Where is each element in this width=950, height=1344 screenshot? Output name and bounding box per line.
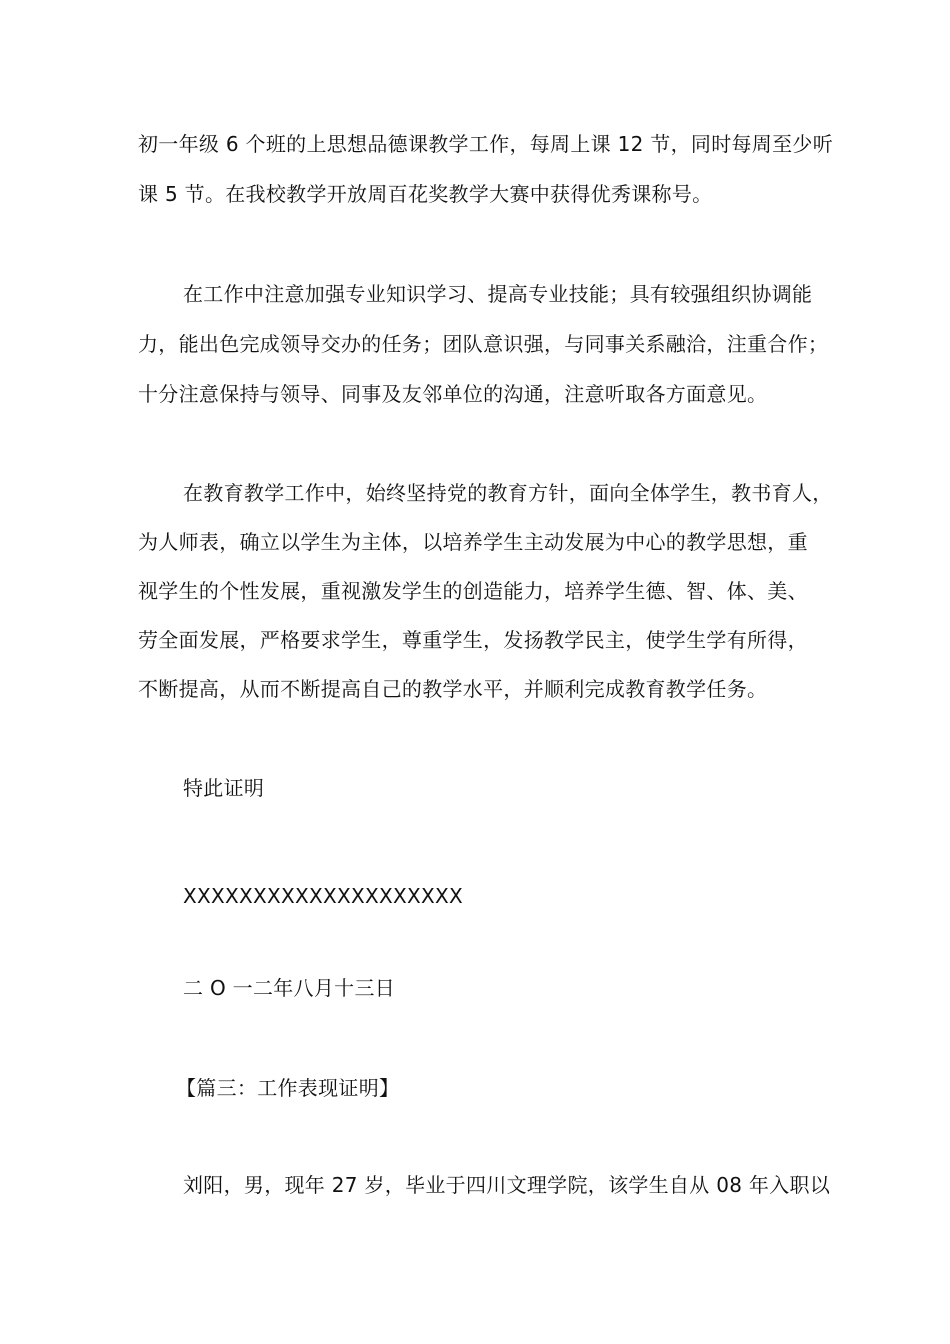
paragraph-2-line-3: 十分注意保持与领导、同事及友邻单位的沟通，注意听取各方面意见。 — [138, 382, 768, 406]
paragraph-4-line-1: 刘阳，男，现年 27 岁，毕业于四川文理学院，该学生自从 08 年入职以 — [183, 1173, 831, 1197]
paragraph-3-line-3: 视学生的个性发展，重视激发学生的创造能力，培养学生德、智、体、美、 — [138, 579, 808, 603]
paragraph-2-line-2: 力，能出色完成领导交办的任务；团队意识强，与同事关系融洽，注重合作； — [138, 332, 829, 356]
paragraph-1-line-1: 初一年级 6 个班的上思想品德课教学工作，每周上课 12 节，同时每周至少听 — [138, 132, 834, 156]
section-heading: 【篇三：工作表现证明】 — [176, 1076, 400, 1100]
paragraph-1-line-2: 课 5 节。在我校教学开放周百花奖教学大赛中获得优秀课称号。 — [138, 182, 713, 206]
paragraph-3-line-5: 不断提高，从而不断提高自己的教学水平，并顺利完成教育教学任务。 — [138, 677, 768, 701]
paragraph-3-line-2: 为人师表，确立以学生为主体，以培养学生主动发展为中心的教学思想，重 — [138, 530, 808, 554]
signature-placeholder: XXXXXXXXXXXXXXXXXXXX — [183, 884, 464, 908]
paragraph-2-line-1: 在工作中注意加强专业知识学习、提高专业技能；具有较强组织协调能 — [183, 282, 813, 306]
closing-text: 特此证明 — [183, 776, 265, 800]
date-text: 二 O 一二年八月十三日 — [183, 976, 396, 1000]
paragraph-3-line-1: 在教育教学工作中，始终坚持党的教育方针，面向全体学生，教书育人， — [183, 481, 833, 505]
paragraph-3-line-4: 劳全面发展，严格要求学生，尊重学生，发扬教学民主，使学生学有所得， — [138, 628, 808, 652]
